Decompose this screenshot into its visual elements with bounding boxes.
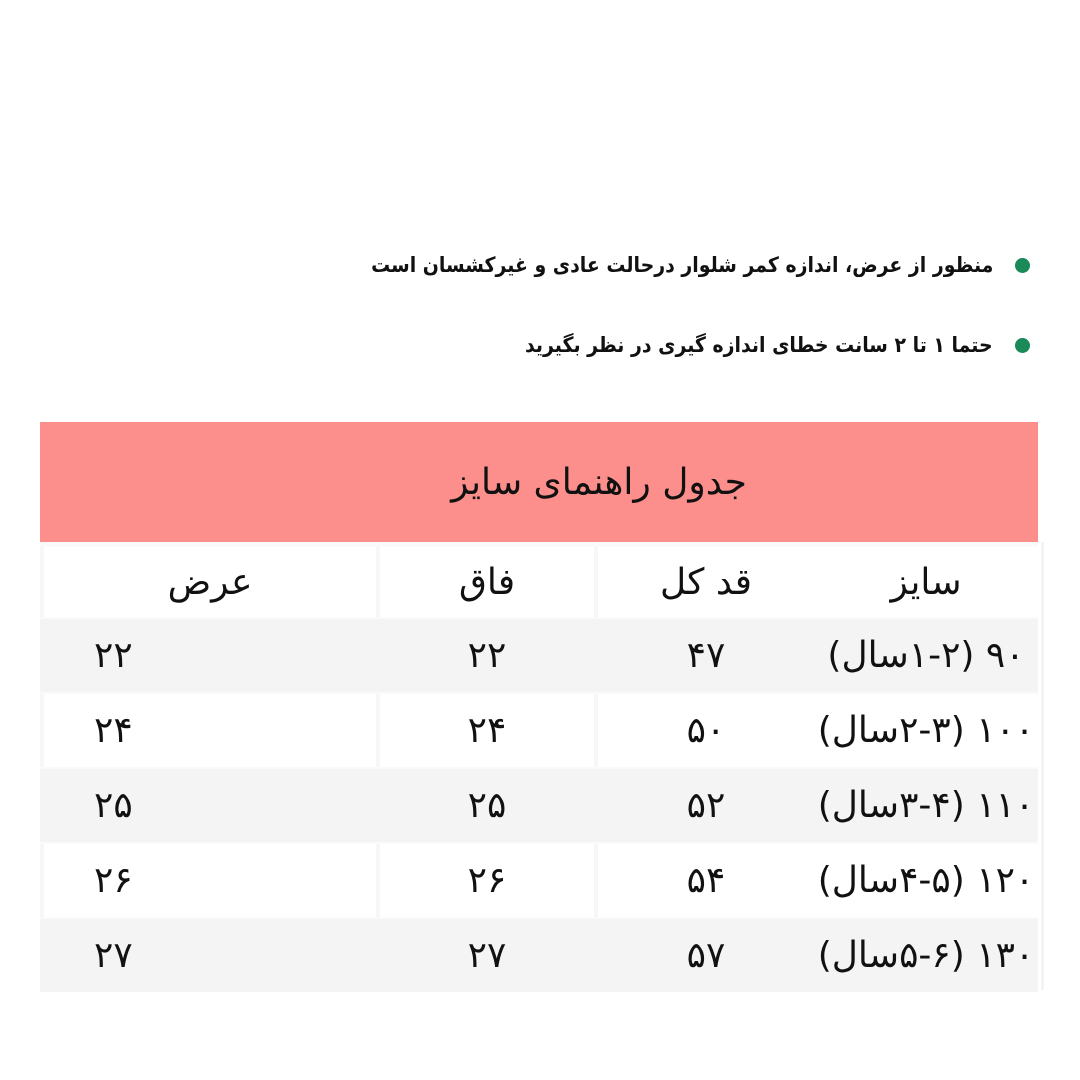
- cell-width: ۲۵: [40, 769, 376, 842]
- cell-rise: ۲۶: [376, 844, 594, 917]
- cell-size: ۱۱۰ (۳-۴سال): [817, 785, 1035, 826]
- table-grid: [40, 542, 1038, 992]
- column-header-height: قد کل: [594, 547, 814, 617]
- note-text: حتما ۱ تا ۲ سانت خطای اندازه گیری در نظر بگیرید: [525, 333, 993, 357]
- table-row: [40, 767, 1038, 842]
- cell-rise: ۲۴: [376, 694, 594, 767]
- note-item: [330, 225, 1030, 305]
- cell-size: ۱۰۰ (۲-۳سال): [817, 710, 1035, 751]
- cell-height: ۵۰: [594, 694, 814, 767]
- bullet-dot-icon: [1015, 338, 1030, 353]
- cell-size: ۱۳۰ (۵-۶سال): [817, 935, 1035, 976]
- column-header-size: سایز: [890, 561, 962, 603]
- note-text: منظور از عرض، اندازه کمر شلوار درحالت عادی و غیرکشسان است: [370, 253, 993, 277]
- cell-size: ۱۲۰ (۴-۵سال): [817, 860, 1035, 901]
- bullet-dot-icon: [1015, 258, 1030, 273]
- cell-rise: ۲۲: [376, 619, 594, 692]
- table-row: [40, 842, 1038, 917]
- table-row: [40, 917, 1038, 992]
- cell-rise: ۲۵: [376, 769, 594, 842]
- table-title: جدول راهنمای سایز: [451, 461, 747, 503]
- cell-height: ۵۴: [594, 844, 814, 917]
- size-guide-table: [40, 422, 1038, 992]
- note-item: [330, 305, 1030, 385]
- cell-width: ۲۲: [40, 619, 376, 692]
- table-row: [40, 692, 1038, 767]
- table-header-row: [40, 542, 1038, 617]
- table-side-border: [1041, 542, 1044, 990]
- cell-width: ۲۶: [40, 844, 376, 917]
- notes-list: [330, 225, 1030, 385]
- column-header-width: عرض: [40, 547, 376, 617]
- table-row: [40, 617, 1038, 692]
- cell-size: ۹۰ (۱-۲سال): [827, 635, 1025, 676]
- cell-height: ۵۲: [594, 769, 814, 842]
- cell-height: ۴۷: [594, 619, 814, 692]
- cell-height: ۵۷: [594, 919, 814, 992]
- column-header-rise: فاق: [376, 547, 594, 617]
- cell-width: ۲۴: [40, 694, 376, 767]
- cell-width: ۲۷: [40, 919, 376, 992]
- table-title-bar: [40, 422, 1038, 542]
- cell-rise: ۲۷: [376, 919, 594, 992]
